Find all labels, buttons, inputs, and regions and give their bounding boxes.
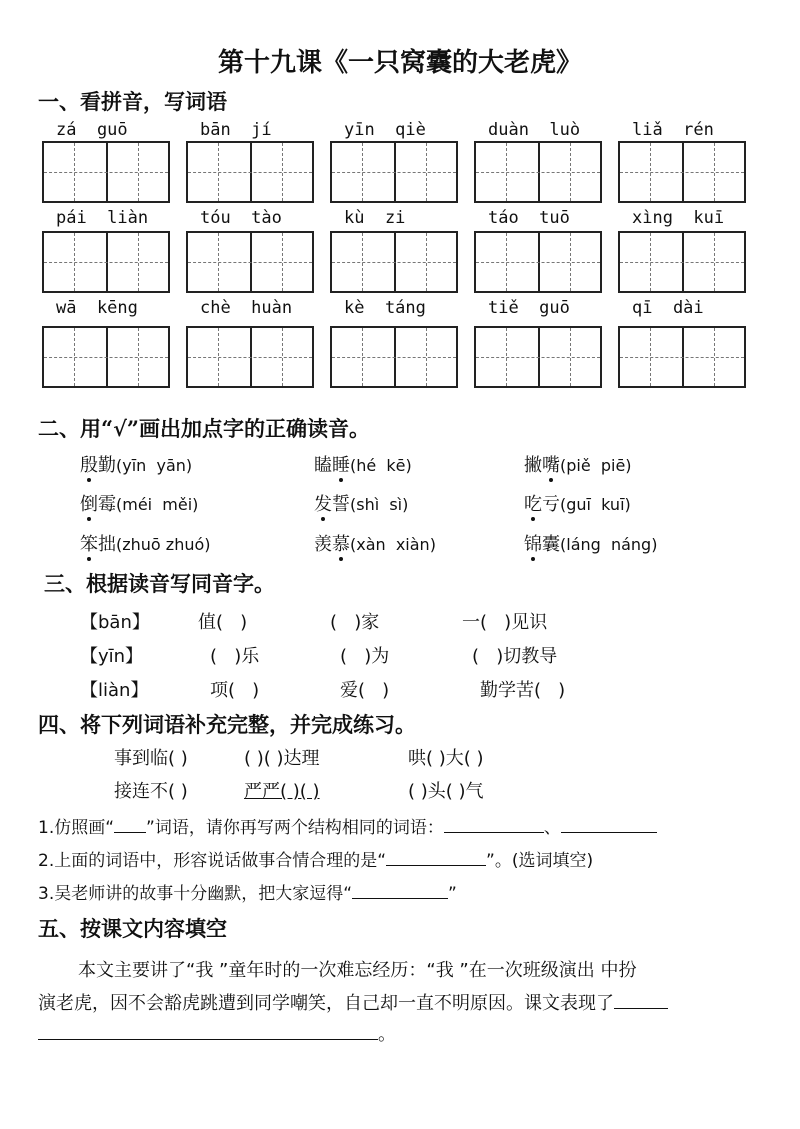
page-title: 第十九课《一只窝囊的大老虎》 — [217, 48, 582, 78]
writing-box[interactable] — [186, 231, 314, 293]
homophone-blank[interactable]: 勤学苦( ) — [480, 680, 566, 701]
pinyin-options[interactable]: (zhuō zhuó) — [116, 535, 211, 554]
homophone-blank[interactable]: ( )切教导 — [472, 646, 558, 667]
answer-blank[interactable] — [614, 990, 668, 1009]
question-3 — [38, 879, 457, 904]
pinyin-options[interactable]: (shì sì) — [350, 495, 409, 514]
answer-blank[interactable] — [444, 814, 544, 833]
idiom-item[interactable]: ( )头( )气 — [408, 781, 484, 802]
pronunciation-item — [314, 490, 408, 516]
writing-box[interactable] — [618, 326, 746, 388]
answer-blank[interactable] — [386, 847, 486, 866]
pinyin-options[interactable]: (guī kuī) — [560, 495, 631, 514]
pinyin-label: wā kēng — [56, 298, 138, 318]
character-b: 霉 — [98, 494, 116, 515]
writing-box[interactable] — [186, 326, 314, 388]
character-b: 囊 — [542, 534, 560, 555]
idiom-item[interactable]: 事到临( ) — [114, 748, 188, 769]
pinyin-key: 【liàn】 — [80, 680, 149, 701]
pinyin-label: tiě guō — [488, 298, 570, 318]
question-2-text-b: ”。(选词填空) — [486, 851, 594, 871]
character-b: 睡 — [332, 455, 350, 476]
pinyin-label: qī dài — [632, 298, 704, 318]
character-a: 倒 — [80, 494, 98, 515]
section-3-heading: 三、根据读音写同音字。 — [44, 571, 275, 596]
pinyin-label: chè huàn — [200, 298, 293, 318]
character-b: 慕 — [332, 534, 350, 555]
homophone-blank[interactable]: 项( ) — [210, 680, 260, 701]
writing-box[interactable] — [618, 141, 746, 203]
character-b: 嘴 — [542, 455, 560, 476]
question-1-text-b: ”词语，请你再写两个结构相同的词语： — [146, 818, 444, 838]
pinyin-options[interactable]: (yīn yān) — [116, 456, 193, 475]
character-b: 拙 — [98, 534, 116, 555]
answer-blank[interactable] — [561, 814, 657, 833]
pronunciation-item — [314, 530, 436, 556]
section-2-heading: 二、用“√”画出加点字的正确读音。 — [38, 416, 370, 441]
section-4-heading: 四、将下列词语补充完整，并完成练习。 — [38, 712, 416, 737]
pinyin-label: liǎ rén — [632, 120, 714, 140]
pinyin-key: 【bān】 — [80, 612, 150, 633]
pronunciation-item — [314, 451, 412, 477]
question-2-text-a: 2.上面的词语中，形容说话做事合情合理的是“ — [38, 851, 387, 871]
character-a: 锦 — [524, 534, 542, 555]
pinyin-label: zá guō — [56, 120, 128, 140]
pronunciation-item — [80, 490, 198, 516]
answer-blank[interactable] — [352, 880, 448, 899]
answer-blank[interactable] — [114, 814, 146, 833]
writing-box[interactable] — [474, 231, 602, 293]
question-3-text-b: ” — [448, 884, 457, 904]
character-a: 羡 — [314, 534, 332, 555]
question-1-text-a: 1.仿照画“ — [38, 818, 115, 838]
writing-box[interactable] — [186, 141, 314, 203]
pinyin-label: táo tuō — [488, 208, 570, 228]
idiom-item[interactable]: 哄( )大( ) — [408, 748, 484, 769]
character-b: 勤 — [98, 455, 116, 476]
passage-line-3 — [38, 1020, 396, 1046]
pinyin-options[interactable]: (láng náng) — [560, 535, 658, 554]
writing-box[interactable] — [330, 141, 458, 203]
homophone-blank[interactable]: ( )家 — [330, 612, 380, 633]
pinyin-label: kù zi — [344, 208, 406, 228]
pinyin-label: duàn luò — [488, 120, 581, 140]
pronunciation-item — [80, 530, 211, 556]
answer-blank[interactable] — [38, 1021, 378, 1040]
question-1 — [38, 813, 657, 838]
passage-end: 。 — [378, 1024, 396, 1045]
character-a: 发 — [314, 494, 332, 515]
writing-box[interactable] — [42, 326, 170, 388]
passage-line-1: 本文主要讲了“我 ”童年时的一次难忘经历：“我 ”在一次班级演出 中扮 — [78, 960, 637, 981]
pronunciation-item — [80, 451, 192, 477]
character-a: 殷 — [80, 455, 98, 476]
pinyin-options[interactable]: (xàn xiàn) — [350, 535, 436, 554]
pinyin-label: pái liàn — [56, 208, 149, 228]
idiom-item-underlined[interactable]: 严严( )( ) — [244, 781, 320, 802]
pinyin-label: tóu tào — [200, 208, 282, 228]
pinyin-key: 【yīn】 — [80, 646, 144, 667]
writing-box[interactable] — [42, 141, 170, 203]
character-a: 撇 — [524, 455, 542, 476]
pinyin-options[interactable]: (hé kē) — [350, 456, 412, 475]
question-3-text-a: 3.吴老师讲的故事十分幽默，把大家逗得“ — [38, 884, 353, 904]
character-a: 瞌 — [314, 455, 332, 476]
pinyin-label: yīn qiè — [344, 120, 426, 140]
pinyin-label: xìng kuī — [632, 208, 725, 228]
writing-box[interactable] — [474, 326, 602, 388]
pinyin-options[interactable]: (piě piē) — [560, 456, 632, 475]
pronunciation-item — [524, 451, 632, 477]
pronunciation-item — [524, 530, 657, 556]
idiom-item[interactable]: ( )( )达理 — [244, 748, 320, 769]
writing-box[interactable] — [330, 326, 458, 388]
character-a: 吃 — [524, 494, 542, 515]
pinyin-options[interactable]: (méi měi) — [116, 495, 199, 514]
section-1-heading: 一、看拼音，写词语 — [38, 89, 227, 114]
idiom-item[interactable]: 接连不( ) — [114, 781, 188, 802]
pinyin-label: kè táng — [344, 298, 426, 318]
character-b: 誓 — [332, 494, 350, 515]
passage-line-2-text: 演老虎，因不会豁虎跳遭到同学嘲笑，自己却一直不明原因。课文表现了 — [38, 993, 614, 1014]
section-5-heading: 五、按课文内容填空 — [38, 916, 227, 941]
writing-box[interactable] — [618, 231, 746, 293]
pinyin-label: bān jí — [200, 120, 272, 140]
character-b: 亏 — [542, 494, 560, 515]
pronunciation-item — [524, 490, 631, 516]
writing-box[interactable] — [330, 231, 458, 293]
homophone-blank[interactable]: 一( )见识 — [462, 612, 548, 633]
homophone-blank[interactable]: ( )乐 — [210, 646, 260, 667]
writing-box[interactable] — [474, 141, 602, 203]
question-1-sep: 、 — [543, 818, 561, 838]
homophone-blank[interactable]: 值( ) — [198, 612, 248, 633]
homophone-blank[interactable]: 爱( ) — [340, 680, 390, 701]
passage-line-2 — [38, 989, 668, 1015]
question-2 — [38, 846, 593, 871]
character-a: 笨 — [80, 534, 98, 555]
writing-box[interactable] — [42, 231, 170, 293]
homophone-blank[interactable]: ( )为 — [340, 646, 390, 667]
